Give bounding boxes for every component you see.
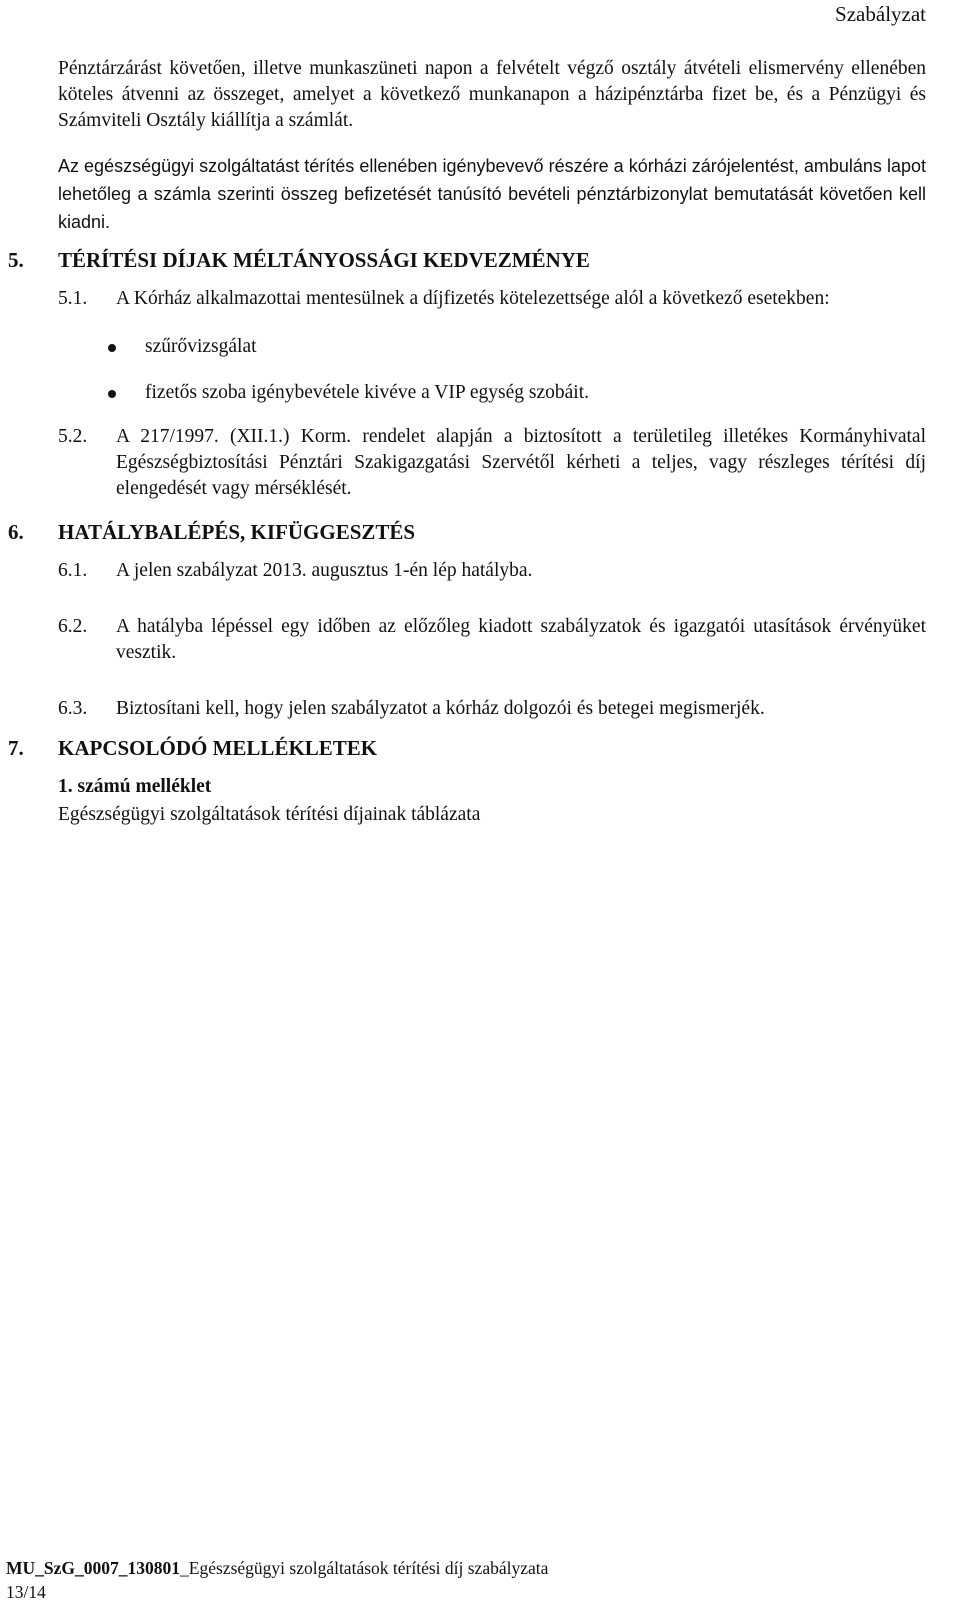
subsection-5-1-number: 5.1. (58, 288, 88, 309)
subsection-5-1 (58, 286, 926, 312)
subsection-6-2-text: A hatályba lépéssel egy időben az előzőleg kiadott szabályzatok és igazgatói utasítások érvényüket vesztik. (116, 616, 926, 663)
list-item-text: fizetős szoba igénybevétele kivéve a VIP egység szobáit. (145, 382, 590, 403)
section-6-heading (8, 518, 926, 546)
section-6-title: HATÁLYBALÉPÉS, KIFÜGGESZTÉS (58, 520, 416, 544)
list-item (108, 380, 926, 406)
exemption-list (58, 334, 926, 406)
subsection-6-2-number: 6.2. (58, 616, 88, 637)
bullet-icon (108, 344, 116, 352)
section-6-number: 6. (8, 520, 24, 544)
annex-description: Egészségügyi szolgáltatások térítési díjainak táblázata (58, 804, 481, 825)
footer-doc-title: _Egészségügyi szolgáltatások térítési díj szabályzata (180, 1558, 549, 1578)
subsection-6-1-number: 6.1. (58, 560, 88, 581)
subsection-6-3 (58, 696, 926, 722)
subsection-6-1 (58, 558, 926, 584)
section-5-number: 5. (8, 248, 24, 272)
page-footer (6, 1556, 548, 1604)
section-7-heading (8, 734, 926, 762)
list-item-text: szűrővizsgálat (145, 336, 257, 357)
paragraph-discharge-report: Az egészségügyi szolgáltatást térítés ellenében igénybevevő részére a kórházi zárójelentést, ambuláns lapot lehetőleg a számla szerinti összeg befizetését tanúsító bevételi pénztárbizonylat bemutatását követően kell kiadni. (58, 156, 926, 232)
subsection-6-1-text: A jelen szabályzat 2013. augusztus 1-én lép hatályba. (116, 560, 533, 581)
section-5-title: TÉRÍTÉSI DÍJAK MÉLTÁNYOSSÁGI KEDVEZMÉNYE (58, 248, 590, 272)
document-body (8, 56, 926, 828)
section-7-title: KAPCSOLÓDÓ MELLÉKLETEK (58, 736, 378, 760)
list-item (108, 334, 926, 360)
subsection-5-1-text: A Kórház alkalmazottai mentesülnek a díjfizetés kötelezettsége alól a következő esetekben: (116, 288, 830, 309)
section-7-number: 7. (8, 736, 24, 760)
subsection-5-2-number: 5.2. (58, 426, 88, 447)
subsection-6-3-text: Biztosítani kell, hogy jelen szabályzatot a kórház dolgozói és betegei megismerjék. (116, 698, 765, 719)
subsection-5-2 (58, 424, 926, 502)
section-5-heading (8, 246, 926, 274)
page-header-title: Szabályzat (835, 2, 926, 26)
footer-code: MU_SzG_0007_130801 (6, 1558, 181, 1578)
bullet-icon (108, 390, 116, 398)
subsection-6-3-number: 6.3. (58, 698, 88, 719)
paragraph-cash-closing: Pénztárzárást követően, illetve munkaszüneti napon a felvételt végző osztály átvételi elismervény ellenében köteles átvenni az összeget, amelyet a következő munkanapon a házipénztárba fizet be, és a Pénzügyi és Számviteli Osztály kiállítja a számlát. (58, 58, 926, 131)
footer-page-number: 13/14 (6, 1582, 46, 1602)
subsection-5-2-text: A 217/1997. (XII.1.) Korm. rendelet alapján a biztosított a területileg illetékes Kormányhivatal Egészségbiztosítási Pénztári Szakigazgatási Szervétől kérheti a teljes, vagy részleges térítési díj elengedését vagy mérséklését. (116, 426, 926, 499)
annex-title: 1. számú melléklet (58, 776, 212, 797)
footer-document-id (6, 1556, 548, 1580)
subsection-6-2 (58, 614, 926, 666)
